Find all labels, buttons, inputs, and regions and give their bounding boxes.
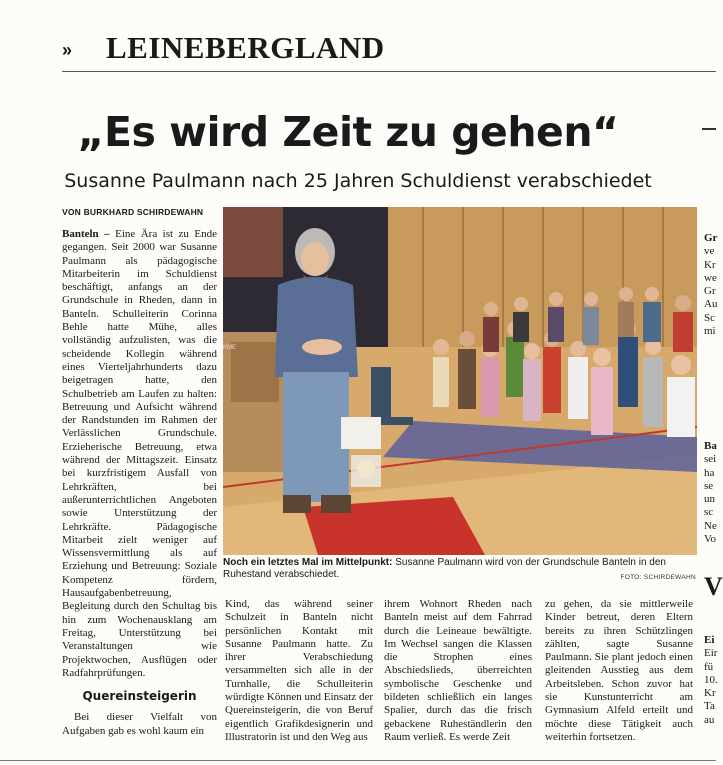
edge-line: 10.: [704, 673, 718, 686]
edge-line: sc: [704, 506, 714, 519]
header-rule: [62, 71, 716, 72]
edge-line: sei: [704, 453, 717, 466]
edge-line: Au: [704, 298, 718, 311]
bottom-rule: [0, 760, 716, 761]
column-1-tail: Bei dieser Vielfalt von Aufgaben gab es wohl kaum ein: [62, 711, 217, 737]
adjacent-headline-fragment: V: [704, 572, 723, 601]
article-column-2: Kind, das während seiner Schulzeit in Banteln nicht persönlichen Kontakt mit Susanne Paulmann hatte. Zu ihrer Verabschiedung versammelten sich alle in der Turnhalle, die Schulleiterin würdigte Können und Einsatz der Quereinsteigerin, die von Beruf eigentlich Grafikdesignerin und Illustratorin ist und den Weg aus: [225, 598, 373, 743]
edge-line: se: [704, 479, 714, 492]
edge-line: Ta: [704, 700, 715, 713]
edge-line: Kr: [704, 258, 716, 271]
column-1-body: Eine Ära ist zu Ende gegangen. Seit 2000 war Susanne Paulmann als pädagogische Mitarbeiterin im Schuldienst beschäftigt, anfangs an der Grundschule in Rheden, dann in Banteln. Schulleiterin Corinna Behle hatte Mühe, alles vollständig aufzulisten, was die scheidende Kollegin während eines Vierteljahrhunderts dazu beigetragen hatte, den Schulbetrieb am Laufen zu halten: Betreuung und Aufsicht während der Randstunden im Rahmen der Verlässlichen Grundschule. Erzieherische Betreuung, etwa während der Mittagszeit. Einsatz bei kurzfristigem Ausfall von Lehrkräften, bei außerunterrichtlichen Angeboten sowie Unterstützung der Lehrkräfte. Pädagogische Mitarbeit zielt weniger auf Wissensvermittlung als auf Erziehung und Betreuung: Soziale Kompetenz fördern, Hausaufgabenbetreuung, Begleitung durch den Schultag bis hin zum Wochenausklang am Freitag, Unterstützung bei Veranstaltungen wie Projektwochen, Ausflügen oder Radfahrprüfungen.: [62, 228, 217, 679]
edge-line: Vo: [704, 533, 717, 546]
byline: VON BURKHARD SCHIRDEWAHN: [62, 207, 204, 217]
article-column-1: [62, 228, 217, 738]
subheadline: Susanne Paulmann nach 25 Jahren Schuldienst verabschiedet: [64, 170, 652, 192]
edge-line: Gr: [704, 285, 716, 298]
board-label: KME: [223, 345, 237, 351]
dateline: Banteln –: [62, 228, 110, 240]
edge-line: we: [704, 271, 717, 284]
caption-lead: Noch ein letztes Mal im Mittelpunkt:: [223, 557, 393, 568]
adjacent-article-middle: [704, 440, 716, 546]
edge-line: fü: [704, 660, 714, 673]
edge-line: Ba: [704, 440, 717, 452]
caption-text: Susanne Paulmann wird von der Grundschule Banteln in den Ruhestand verabschiedet.: [223, 557, 666, 580]
article-photo: [223, 207, 697, 555]
adjacent-article-top: [704, 232, 716, 338]
article-column-4: zu gehen, da sie mittlerweile Kinder betreut, deren Eltern bereits zu ihren Schützlingen zählten, sagte Susanne Paulmann. Sie plant jedoch einen gleitenden Ausstieg aus dem Arbeitsleben. Schon zuvor hat sie Kunstunterricht am Gymnasium Alfeld erteilt und möchte diese Tätigkeit auch weiterhin fortsetzen.: [545, 598, 693, 743]
edge-line: Sc: [704, 311, 715, 324]
edge-line: Ne: [704, 519, 717, 532]
photo-credit: FOTO: SCHIRDEWAHN: [620, 574, 696, 581]
edge-line: Eir: [704, 647, 718, 660]
edge-line: ve: [704, 245, 715, 258]
edge-line: mi: [704, 325, 716, 338]
section-title: LEINEBERGLAND: [106, 30, 385, 65]
edge-line: un: [704, 493, 715, 506]
edge-line: Gr: [704, 232, 718, 244]
subhead: Quereinsteigerin: [82, 689, 197, 704]
headline: „Es wird Zeit zu gehen“: [77, 108, 619, 156]
edge-line: au: [704, 713, 715, 726]
edge-line: ha: [704, 466, 715, 479]
edge-line: Kr: [704, 687, 716, 700]
adjacent-article-bottom: [704, 634, 716, 727]
adjacent-article-dash: [702, 128, 716, 130]
article-column-3: ihrem Wohnort Rheden nach Banteln meist auf dem Fahrrad durch die Leineaue bewältigte. Im Wechsel sangen die Klassen die Strophen eines Abschiedslieds, überreichten symbolische Geschenke und bildeten schließlich ein langes Spalier, durch das die frisch gebackene Ruheständlerin den Raum verließ. Es werde Zeit: [384, 598, 532, 743]
section-chevron: »: [62, 40, 73, 60]
edge-line: Ei: [704, 634, 715, 646]
